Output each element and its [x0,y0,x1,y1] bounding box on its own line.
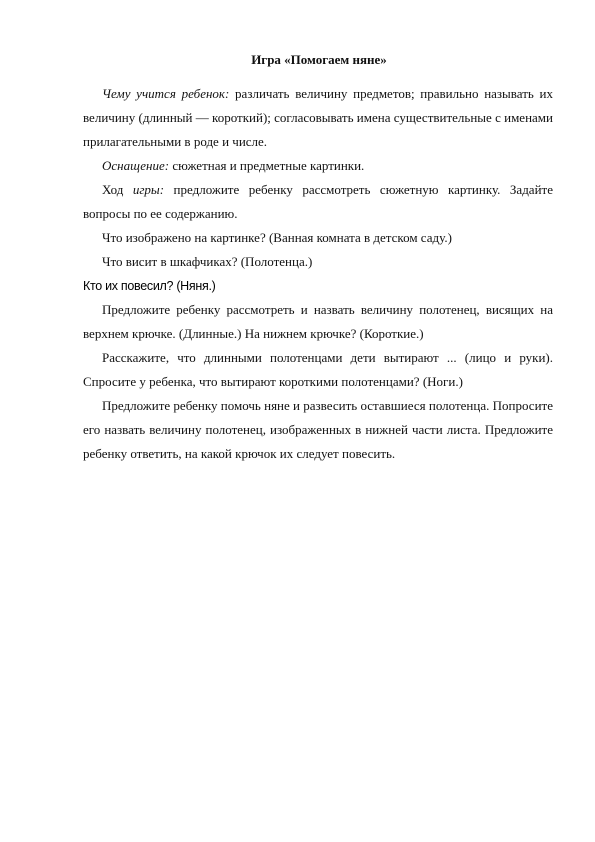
paragraph-towel-size: Предложите ребенку рассмотреть и назвать величину полотенец, висящих на верхнем крючке. (Длинные.) На нижнем крючке? (Короткие.) [83,302,553,341]
equipment-text: сюжетная и предметные картинки. [169,158,365,173]
paragraph-equipment [83,154,553,178]
page-title: Игра «Помогаем няне» [251,52,387,67]
question-3: Кто их повесил? (Няня.) [83,279,216,293]
game-course-label-italic: игры: [132,182,165,197]
paragraph-game-course [83,178,553,226]
paragraph-help-nanny: Предложите ребенку помочь няне и развесить оставшиеся полотенца. Попросите его назвать величину полотенец, изображенных в нижней части листа. Предложите ребенку ответить, на какой крючок их следует повесить. [83,398,553,461]
learning-goals-text: различать величину предметов; правильно называть их величину (длинный — короткий); согласовывать имена существительные с именами прилагательными в роде и числе. [83,86,553,149]
question-2: Что висит в шкафчиках? (Полотенца.) [102,254,313,269]
paragraph-learning-goals [83,82,553,154]
paragraph-towel-use: Расскажите, что длинными полотенцами дети вытирают ... (лицо и руки). Спросите у ребенка, что вытирают короткими полотенцами? (Ноги.) [83,350,553,389]
document-body [83,52,553,466]
equipment-label: Оснащение: [102,158,170,173]
learning-goals-label: Чему учится ребенок: [102,86,230,101]
question-1: Что изображено на картинке? (Ванная комната в детском саду.) [102,230,452,245]
game-course-label-plain: Ход [102,182,133,197]
game-course-text: предложите ребенку рассмотреть сюжетную картинку. Задайте вопросы по ее содержанию. [83,182,553,221]
